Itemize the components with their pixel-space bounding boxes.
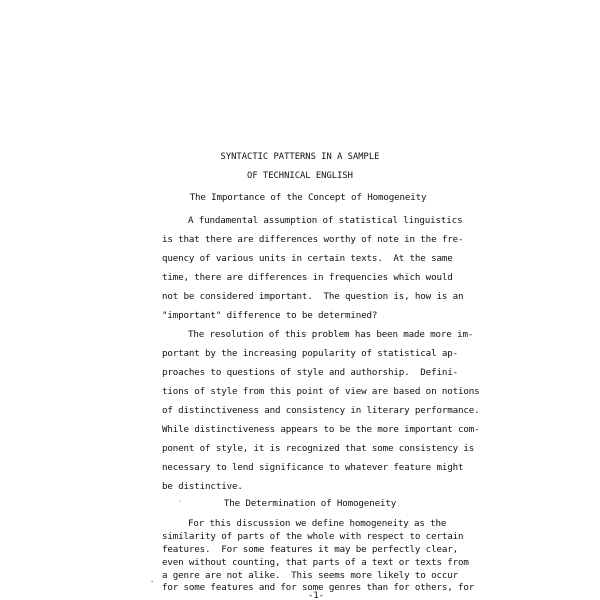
paragraph-line: a genre are not alike. This seems more likely to occur — [162, 570, 458, 581]
paragraph-line: While distinctiveness appears to be the more important com- — [162, 424, 480, 435]
paragraph-line: is that there are differences worthy of note in the fre- — [162, 234, 464, 245]
paragraph-line: portant by the increasing popularity of statistical ap- — [162, 348, 458, 359]
section-heading-determination: The Determination of Homogeneity — [223, 498, 397, 509]
paragraph-line: quency of various units in certain texts. At the same — [162, 253, 453, 264]
paragraph-line: not be considered important. The question is, how is an — [162, 291, 464, 302]
paragraph-line: ponent of style, it is recognized that some consistency is — [162, 443, 475, 454]
paragraph-line: for some features and for some genres than for others, for — [162, 582, 475, 593]
paragraph-line: The resolution of this problem has been made more im- — [188, 329, 474, 340]
section-heading-importance: The Importance of the Concept of Homogeneity — [189, 192, 427, 203]
paragraph-line: features. For some features it may be perfectly clear, — [162, 544, 458, 555]
paragraph-line: even without counting, that parts of a text or texts from — [162, 557, 469, 568]
paragraph-line: be distinctive. — [162, 481, 243, 492]
document-title-line-1: SYNTACTIC PATTERNS IN A SAMPLE — [220, 152, 380, 162]
paragraph-line: proaches to questions of style and authorship. Defini- — [162, 367, 458, 378]
paragraph-line: "important" difference to be determined? — [162, 310, 378, 321]
paragraph-line: of distinctiveness and consistency in literary performance. — [162, 405, 480, 416]
document-title-line-2: OF TECHNICAL ENGLISH — [247, 171, 353, 181]
paragraph-line: For this discussion we define homogeneity as the — [188, 518, 447, 529]
paragraph-line: necessary to lend significance to whatever feature might — [162, 462, 464, 473]
paragraph-line: A fundamental assumption of statistical linguistics — [188, 215, 463, 226]
page-number: -1- — [307, 590, 325, 600]
scan-speck: · — [178, 498, 182, 505]
paragraph-line: time, there are differences in frequencies which would — [162, 272, 453, 283]
paragraph-line: tions of style from this point of view are based on notions — [162, 386, 480, 397]
paragraph-line: similarity of parts of the whole with respect to certain — [162, 531, 464, 542]
scan-speck: · — [150, 578, 155, 586]
